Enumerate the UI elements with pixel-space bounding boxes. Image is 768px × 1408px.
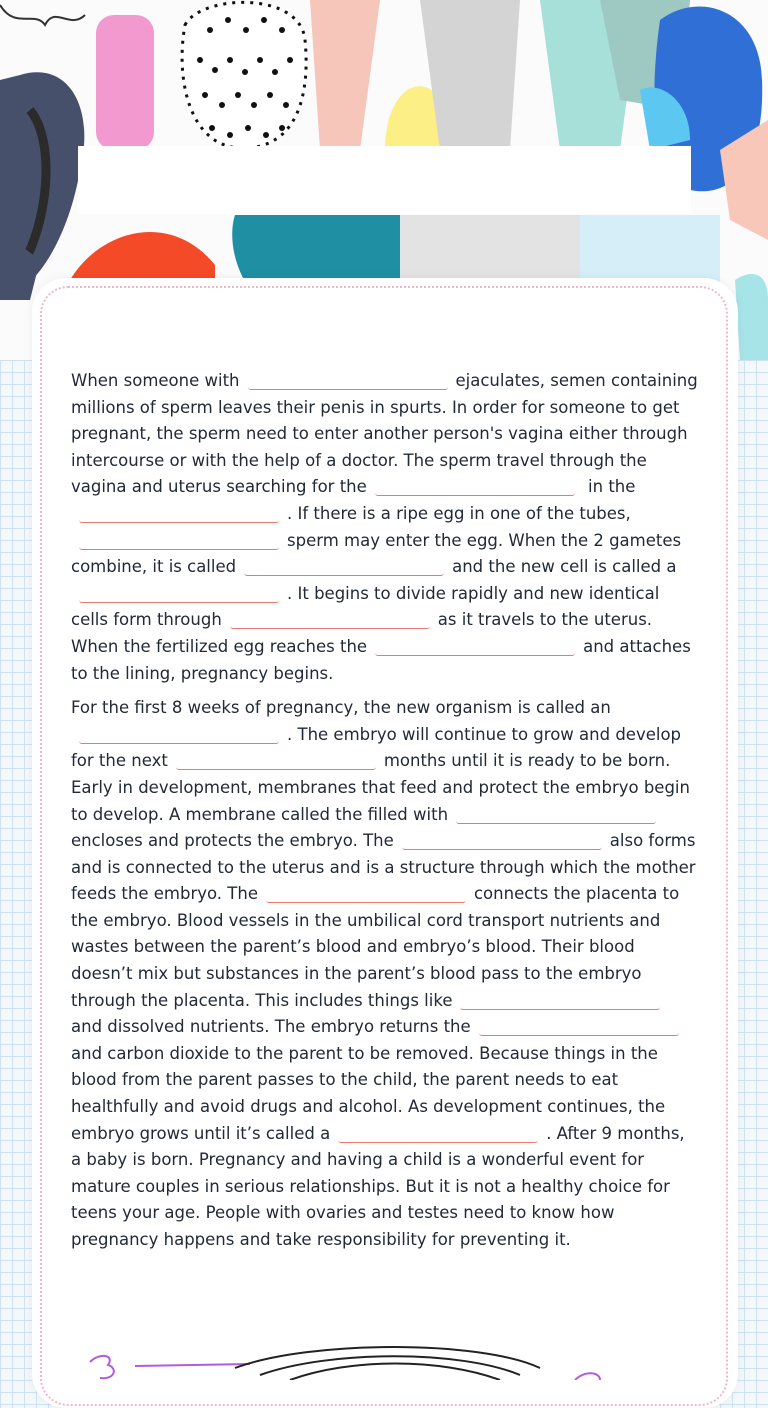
paragraph-fertilization <box>71 368 699 687</box>
text-segment: When someone with <box>71 371 240 390</box>
text-segment: and attaches to the lining, pregnancy begins. <box>71 636 691 683</box>
answer-blank-1[interactable] <box>248 372 448 390</box>
answer-blank-9[interactable] <box>79 726 279 744</box>
text-segment: . It begins to divide rapidly and new identical cells form through <box>71 583 660 630</box>
answer-blank-6[interactable] <box>79 585 279 603</box>
worksheet-text <box>71 368 699 1262</box>
text-segment: and the new cell is called a <box>452 557 677 577</box>
answer-blank-7[interactable] <box>230 611 430 629</box>
text-segment: and carbon dioxide to the parent to be removed. Because things in the blood from the parent passes to the child, the parent needs to eat healthfully and avoid drugs and alcohol. As development continues, the embryo grows until it’s called a <box>71 1043 666 1143</box>
anatomy-sketch <box>60 1340 720 1380</box>
answer-blank-15[interactable] <box>479 1018 679 1036</box>
title-box <box>78 146 691 214</box>
paragraph-embryo-development <box>71 695 699 1253</box>
text-segment: also forms and is connected to the uterus and is a structure through which the mother feeds the embryo. The <box>71 831 696 904</box>
answer-blank-5[interactable] <box>244 558 444 576</box>
text-segment: . If there is a ripe egg in one of the tubes, <box>287 503 631 523</box>
text-segment: encloses and protects the embryo. The <box>71 831 394 851</box>
text-segment: . The embryo will continue to grow and develop for the next <box>71 724 682 771</box>
answer-blank-3[interactable] <box>79 505 279 523</box>
answer-blank-16[interactable] <box>338 1125 538 1143</box>
text-segment: For the first 8 weeks of pregnancy, the new organism is called an <box>71 698 611 718</box>
text-segment: sperm may enter the egg. When the 2 gametes combine, it is called <box>71 530 682 577</box>
answer-blank-4[interactable] <box>79 532 279 550</box>
text-segment: . After 9 months, a baby is born. Pregnancy and having a child is a wonderful event for mature couples in serious relationships. But it is not a healthy choice for teens your age. People with ovaries and testes need to know how pregnancy happens and take responsibility for preventing it. <box>71 1123 685 1249</box>
answer-blank-2[interactable] <box>375 478 575 496</box>
text-segment: in the <box>588 477 636 497</box>
answer-blank-13[interactable] <box>266 885 466 903</box>
answer-blank-12[interactable] <box>402 832 602 850</box>
text-segment: ejaculates, semen containing millions of sperm leaves their penis in spurts. In order for someone to get pregnant, the sperm need to enter another person's vagina either through intercourse or with the help of a doctor. The sperm travel through the vagina and uterus searching for the <box>71 371 698 497</box>
answer-blank-11[interactable] <box>456 806 656 824</box>
text-segment: connects the placenta to the embryo. Blood vessels in the umbilical cord transport nutrients and wastes between the parent’s blood and embryo’s blood. Their blood doesn’t mix but substances in the parent’s blood pass to the embryo through the placenta. This includes things like <box>71 884 680 1010</box>
answer-blank-8[interactable] <box>375 638 575 656</box>
text-segment: and dissolved nutrients. The embryo returns the <box>71 1017 471 1037</box>
answer-blank-10[interactable] <box>176 752 376 770</box>
text-segment: months until it is ready to be born. Early in development, membranes that feed and protect the embryo begin to develop. A membrane called the filled with <box>71 751 690 824</box>
answer-blank-14[interactable] <box>460 992 660 1010</box>
text-segment: as it travels to the uterus. When the fertilized egg reaches the <box>71 610 653 656</box>
